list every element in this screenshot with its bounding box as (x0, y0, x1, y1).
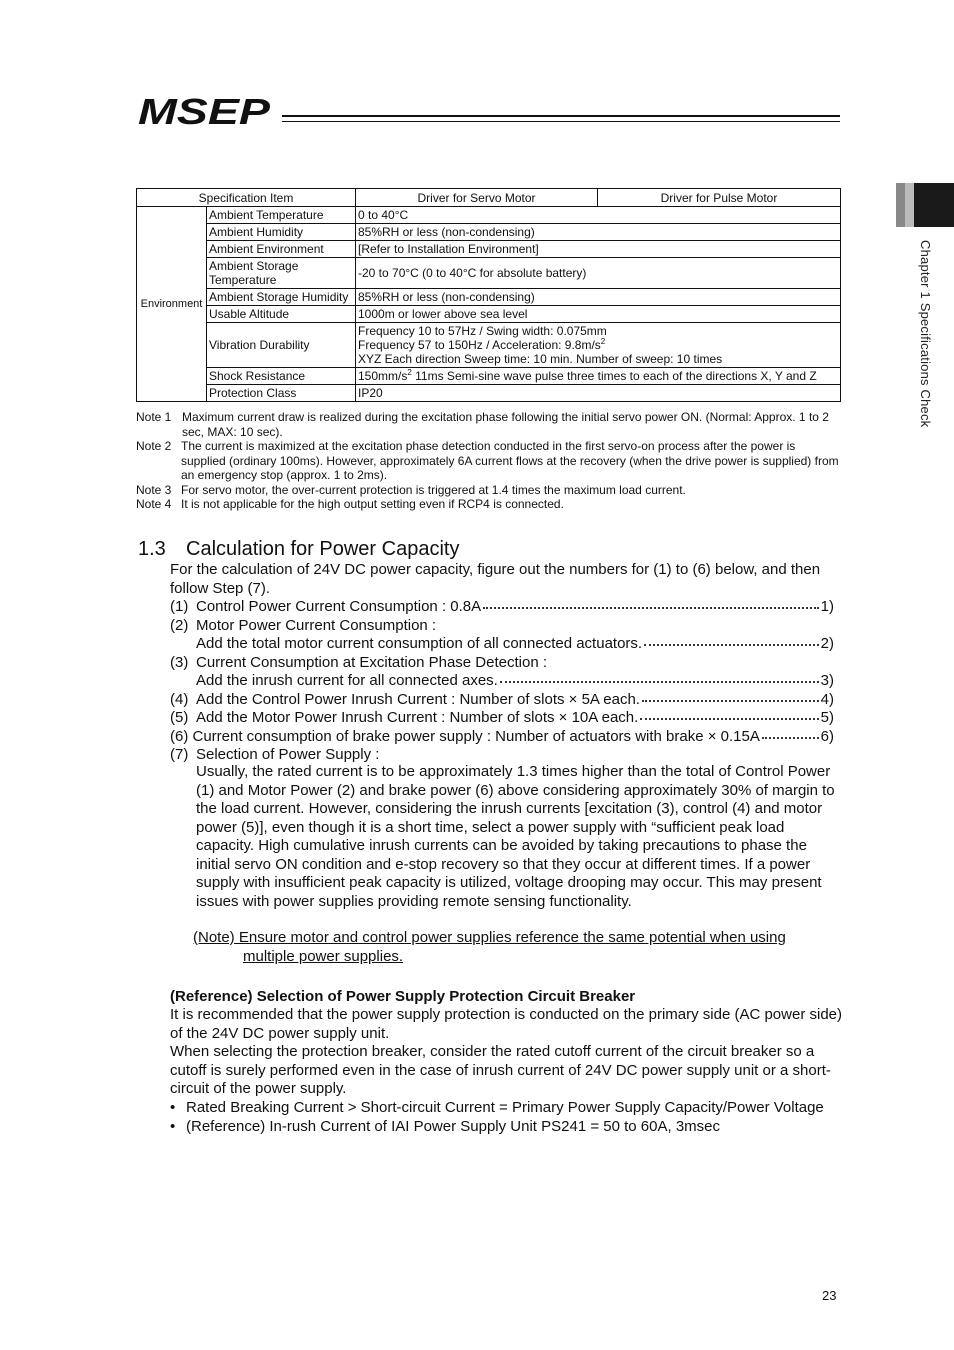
chapter-tab (896, 183, 954, 227)
list-item: (4) Add the Control Power Inrush Current : Number of slots × 5A each. 4) (170, 690, 834, 708)
table-row (137, 258, 841, 289)
table-notes (136, 410, 841, 512)
header-rule-thin (282, 121, 840, 122)
table-row (137, 306, 841, 323)
row-value: [Refer to Installation Environment] (356, 241, 841, 258)
row-value: 85%RH or less (non-condensing) (356, 224, 841, 241)
note-1: Note 1 Maximum current draw is realized during the excitation phase following the initial servo power ON. (Normal: Approx. 1 to 2 sec, MAX: 10 sec). (136, 410, 829, 439)
note-4: Note 4 It is not applicable for the high output setting even if RCP4 is connected. (136, 497, 564, 511)
table-row (137, 385, 841, 402)
list-item: (1) Control Power Current Consumption : 0.8A 1) (170, 598, 834, 615)
step7-note-line-2: multiple power supplies. (243, 947, 404, 965)
list-item: Add the total motor current consumption of all connected actuators. 2) (196, 635, 834, 652)
list-item: Add the inrush current for all connected axes. 3) (196, 672, 834, 689)
section-heading (138, 538, 459, 561)
table-row (137, 368, 841, 385)
row-value: 1000m or lower above sea level (356, 306, 841, 323)
row-item: Ambient Temperature (207, 207, 356, 224)
vibration-line-3: XYZ Each direction Sweep time: 10 min. Number of sweep: 10 times (358, 352, 723, 366)
table-row (137, 289, 841, 306)
row-item: Ambient Storage Temperature (207, 258, 356, 289)
table-row (137, 224, 841, 241)
reference-heading: (Reference) Selection of Power Supply Protection Circuit Breaker (170, 988, 636, 1005)
step7-note-line-1: (Note) Ensure motor and control power supplies reference the same potential when using (193, 929, 786, 946)
section-number: 1.3 (138, 538, 166, 560)
table-header-row (137, 189, 841, 207)
header-rule-thick (282, 115, 840, 117)
row-item: Ambient Humidity (207, 224, 356, 241)
header-pulse: Driver for Pulse Motor (598, 189, 841, 207)
logo-text: MSEP (138, 91, 272, 130)
row-item: Usable Altitude (207, 306, 356, 323)
row-value: 85%RH or less (non-condensing) (356, 289, 841, 306)
chapter-side-label: Chapter 1 Specifications Check (918, 240, 933, 428)
vibration-line-1: Frequency 10 to 57Hz / Swing width: 0.075mm (358, 324, 607, 338)
list-item: (3) Current Consumption at Excitation Phase Detection : (170, 653, 548, 671)
msep-logo (138, 90, 278, 130)
table-row (137, 207, 841, 224)
list-item: (6) Current consumption of brake power supply : Number of actuators with brake × 0.15A 6) (170, 727, 834, 745)
list-item: (7) Selection of Power Supply : (170, 746, 380, 763)
page-number: 23 (822, 1288, 837, 1303)
header-spec-item: Specification Item (137, 189, 356, 207)
row-value: -20 to 70°C (0 to 40°C for absolute battery) (356, 258, 841, 289)
header-servo: Driver for Servo Motor (356, 189, 598, 207)
list-item: (5) Add the Motor Power Inrush Current : Number of slots × 10A each. 5) (170, 709, 834, 726)
step7-note (193, 929, 843, 966)
row-value: IP20 (356, 385, 841, 402)
list-item: • Rated Breaking Current > Short-circuit Current = Primary Power Supply Capacity/Power Voltage (170, 1099, 824, 1116)
reference-bullets (170, 1099, 842, 1136)
row-value: $150mm/s^2$ 11ms Semi-sine wave pulse three times to each of the directions X, Y and Z (356, 368, 841, 385)
environment-spec-table (136, 188, 841, 402)
table-row (137, 241, 841, 258)
row-item: Vibration Durability (207, 323, 356, 368)
section-title: Calculation for Power Capacity (186, 538, 460, 560)
list-item: (2) Motor Power Current Consumption : (170, 616, 437, 634)
vibration-line-2: Frequency 57 to 150Hz / Acceleration: $9.8m/s^2$ (358, 337, 606, 352)
group-label-environment: Environment (137, 207, 207, 402)
reference-body (170, 1006, 842, 1099)
row-item: Ambient Storage Humidity (207, 289, 356, 306)
step7-paragraph: Usually, the rated current is to be approximately 1.3 times higher than the total of Control Power (1) and Motor Power (2) and brake power (6) above considering approximately 30% of margin to the load current. However, considering the inrush currents [excitation (3), control (4) and motor power (5)], even though it is a short time, select a power supply with “sufficient peak load capacity. High cumulative inrush currents can be avoided by taking precautions to phase the initial servo ON condition and e-stop recovery so that they occur at different times. If a power supply with insufficient peak capacity is utilized, voltage drooping may occur. This may present issues with power supplies providing remote sensing functionality. (196, 763, 835, 910)
row-item: Protection Class (207, 385, 356, 402)
note-2: Note 2 The current is maximized at the excitation phase detection conducted in the first servo-on process after the power is supplied (ordinary 100ms). However, approximately 6A current flows at the recovery (when the drive power is supplied) from an emergency stop (approx. 1 to 2ms). (136, 439, 839, 482)
row-value (356, 323, 841, 368)
row-item: Ambient Environment (207, 241, 356, 258)
reference-paragraph-2: When selecting the protection breaker, consider the rated cutoff current of the circuit breaker so a cutoff is surely performed even in the case of inrush current of 24V DC power supply unit or a short-circuit of the power supply. (170, 1043, 831, 1097)
reference-paragraph-1: It is recommended that the power supply protection is conducted on the primary side (AC power side) of the 24V DC power supply unit. (170, 1006, 842, 1042)
table-row (137, 323, 841, 368)
note-3: Note 3 For servo motor, the over-current protection is triggered at 1.4 times the maximum load current. (136, 482, 686, 497)
row-value: 0 to 40°C (356, 207, 841, 224)
row-item: Shock Resistance (207, 368, 356, 385)
list-item: • (Reference) In-rush Current of IAI Power Supply Unit PS241 = 50 to 60A, 3msec (170, 1117, 721, 1135)
calculation-steps (170, 598, 834, 765)
section-intro: For the calculation of 24V DC power capacity, figure out the numbers for (1) to (6) below, and then follow Step (7). (170, 561, 821, 597)
